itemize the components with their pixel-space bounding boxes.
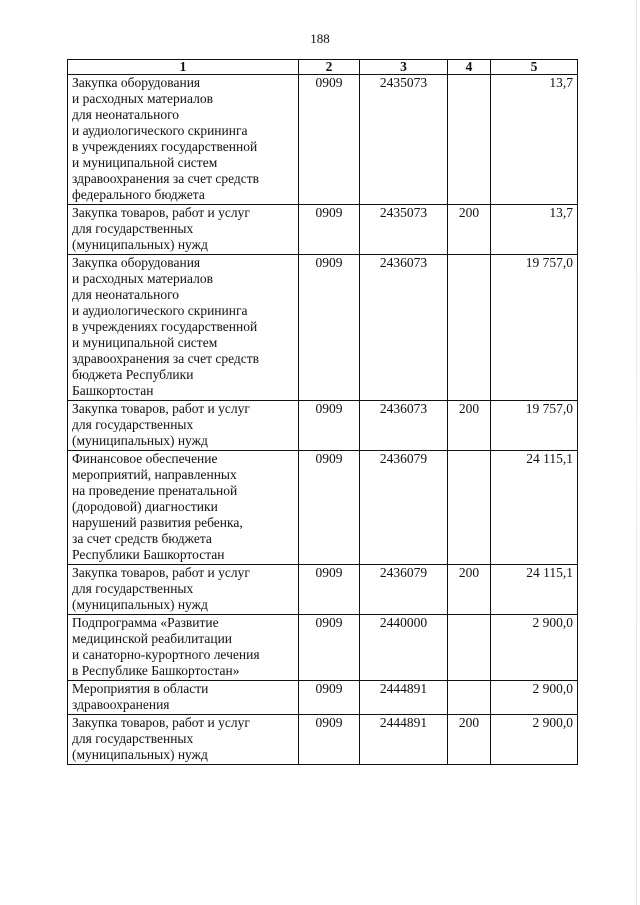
row-amount-cell: 19 757,0 bbox=[491, 255, 578, 401]
row-target-item-cell: 2435073 bbox=[360, 205, 448, 255]
table-header-row bbox=[68, 60, 578, 75]
row-name-cell: Закупка оборудования и расходных материалов для неонатального и аудиологического скрининга в учреждениях государственной и муниципальной систем здравоохранения за счет средств федерального бюджета bbox=[68, 75, 299, 205]
table-row bbox=[68, 681, 578, 715]
table-row bbox=[68, 75, 578, 205]
row-name-cell: Финансовое обеспечение мероприятий, направленных на проведение пренатальной (дородовой) диагностики нарушений развития ребенка, за счет средств бюджета Республики Башкортостан bbox=[68, 451, 299, 565]
row-target-item-cell: 2436073 bbox=[360, 401, 448, 451]
row-target-item-cell: 2436079 bbox=[360, 565, 448, 615]
row-amount-cell: 24 115,1 bbox=[491, 451, 578, 565]
row-section-cell: 0909 bbox=[299, 681, 360, 715]
row-amount-cell: 19 757,0 bbox=[491, 401, 578, 451]
table-row bbox=[68, 205, 578, 255]
row-target-item-cell: 2435073 bbox=[360, 75, 448, 205]
row-amount-cell: 2 900,0 bbox=[491, 615, 578, 681]
row-amount-cell: 24 115,1 bbox=[491, 565, 578, 615]
table-row bbox=[68, 615, 578, 681]
row-expense-type-cell: 200 bbox=[448, 565, 491, 615]
column-header-name: 1 bbox=[68, 60, 299, 75]
row-expense-type-cell bbox=[448, 255, 491, 401]
row-amount-cell: 2 900,0 bbox=[491, 681, 578, 715]
row-expense-type-cell bbox=[448, 75, 491, 205]
table-row bbox=[68, 401, 578, 451]
row-amount-cell: 13,7 bbox=[491, 205, 578, 255]
row-name-cell: Закупка товаров, работ и услуг для государственных (муниципальных) нужд bbox=[68, 401, 299, 451]
row-section-cell: 0909 bbox=[299, 75, 360, 205]
table-row bbox=[68, 565, 578, 615]
row-expense-type-cell bbox=[448, 451, 491, 565]
row-expense-type-cell: 200 bbox=[448, 715, 491, 765]
row-expense-type-cell: 200 bbox=[448, 401, 491, 451]
row-section-cell: 0909 bbox=[299, 255, 360, 401]
row-name-cell: Закупка товаров, работ и услуг для государственных (муниципальных) нужд bbox=[68, 205, 299, 255]
row-name-cell: Закупка товаров, работ и услуг для государственных (муниципальных) нужд bbox=[68, 565, 299, 615]
table-row bbox=[68, 451, 578, 565]
row-target-item-cell: 2444891 bbox=[360, 681, 448, 715]
row-expense-type-cell bbox=[448, 615, 491, 681]
page-number: 188 bbox=[310, 31, 330, 46]
row-amount-cell: 13,7 bbox=[491, 75, 578, 205]
budget-table bbox=[67, 59, 578, 765]
row-amount-cell: 2 900,0 bbox=[491, 715, 578, 765]
table-body bbox=[68, 75, 578, 765]
row-section-cell: 0909 bbox=[299, 205, 360, 255]
row-section-cell: 0909 bbox=[299, 615, 360, 681]
column-header-expense-type: 4 bbox=[448, 60, 491, 75]
column-header-target-item: 3 bbox=[360, 60, 448, 75]
column-header-amount: 5 bbox=[491, 60, 578, 75]
table-row bbox=[68, 715, 578, 765]
row-target-item-cell: 2436073 bbox=[360, 255, 448, 401]
row-section-cell: 0909 bbox=[299, 715, 360, 765]
row-target-item-cell: 2444891 bbox=[360, 715, 448, 765]
row-section-cell: 0909 bbox=[299, 451, 360, 565]
row-name-cell: Закупка оборудования и расходных материалов для неонатального и аудиологического скрининга в учреждениях государственной и муниципальной систем здравоохранения за счет средств бюджета Республики Башкортостан bbox=[68, 255, 299, 401]
table-row bbox=[68, 255, 578, 401]
row-expense-type-cell: 200 bbox=[448, 205, 491, 255]
row-name-cell: Закупка товаров, работ и услуг для государственных (муниципальных) нужд bbox=[68, 715, 299, 765]
row-name-cell: Подпрограмма «Развитие медицинской реабилитации и санаторно-курортного лечения в Республике Башкортостан» bbox=[68, 615, 299, 681]
row-expense-type-cell bbox=[448, 681, 491, 715]
row-name-cell: Мероприятия в области здравоохранения bbox=[68, 681, 299, 715]
row-target-item-cell: 2436079 bbox=[360, 451, 448, 565]
column-header-section: 2 bbox=[299, 60, 360, 75]
row-section-cell: 0909 bbox=[299, 565, 360, 615]
row-target-item-cell: 2440000 bbox=[360, 615, 448, 681]
row-section-cell: 0909 bbox=[299, 401, 360, 451]
scan-edge-line bbox=[636, 0, 637, 905]
